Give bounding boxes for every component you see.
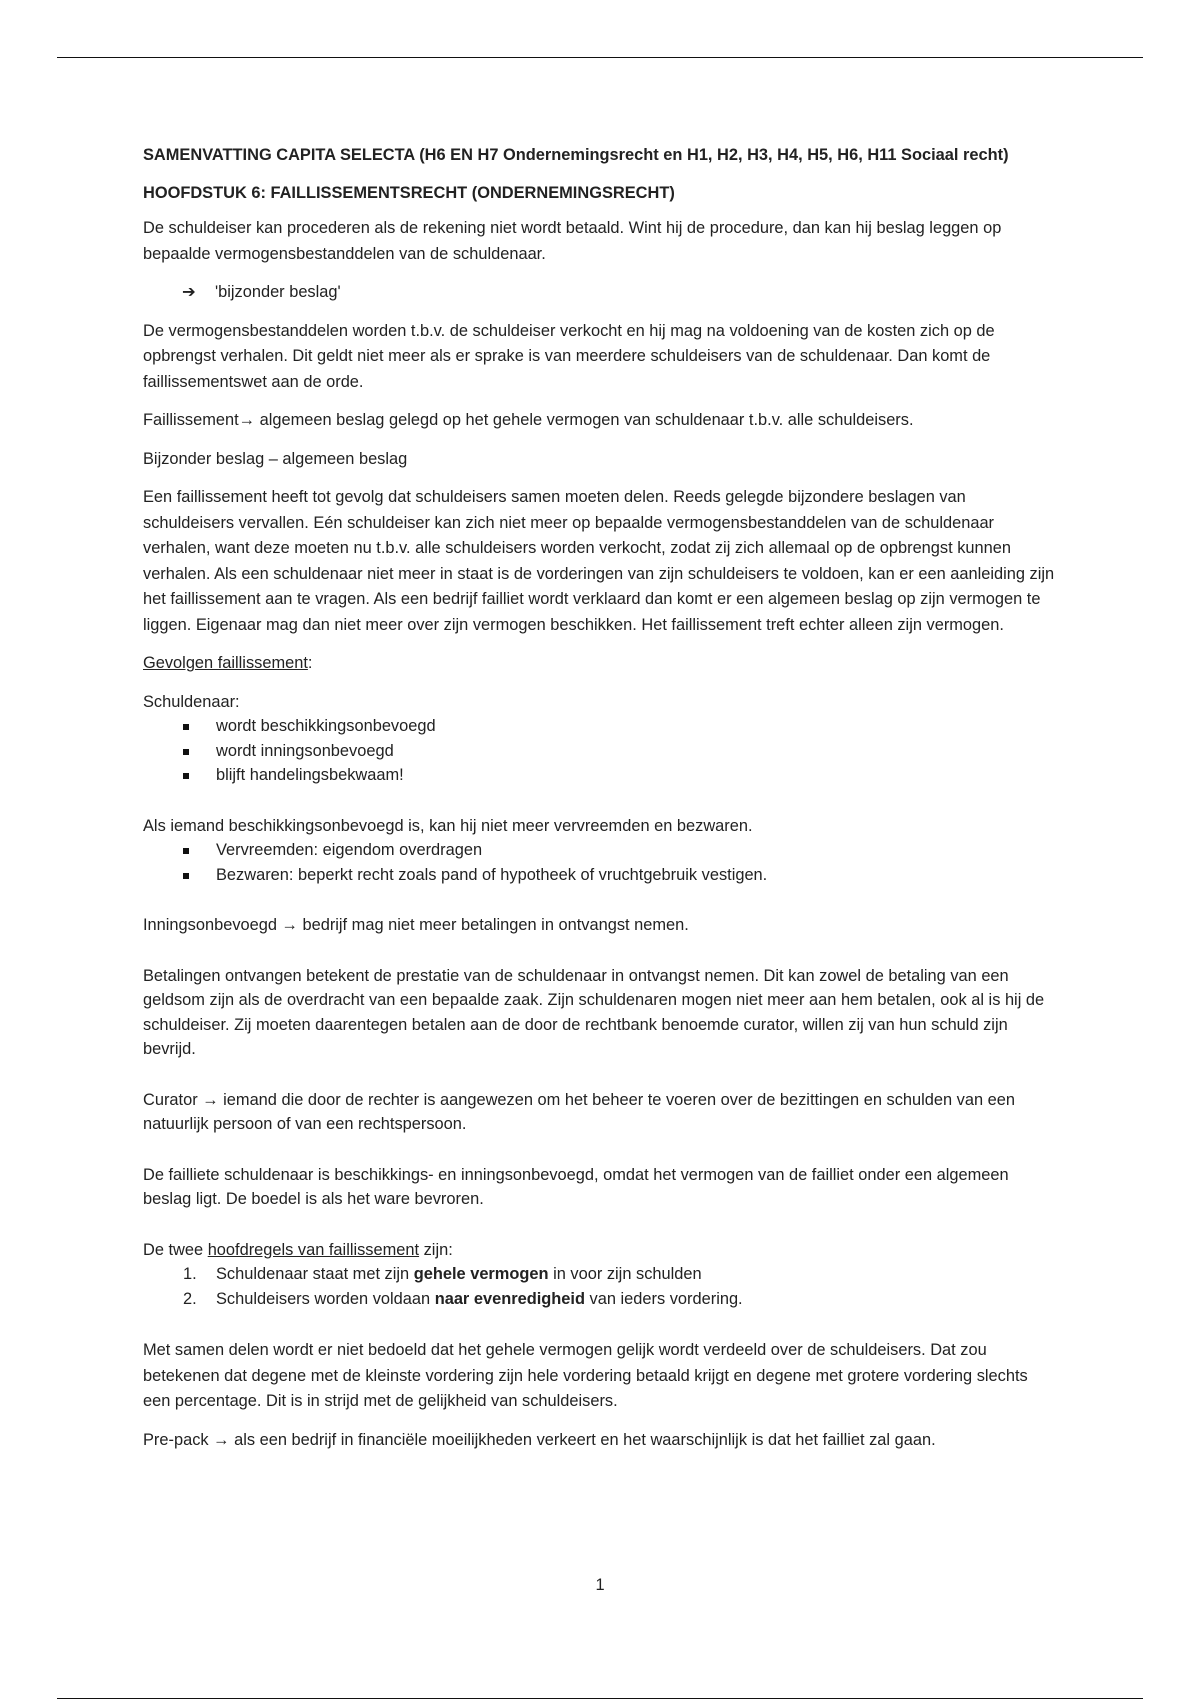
paragraph-4: Bijzonder beslag – algemeen beslag [143,449,408,468]
hoofdregels-intro [143,1238,1058,1263]
rule2-post: van ieders vordering. [585,1290,743,1308]
paragraph-12: Pre-pack → als een bedrijf in financiële moeilijkheden verkeert en het waarschijnlijk is dat het failliet zal gaan. [143,1430,936,1449]
hoofdregels-list [143,1262,1058,1312]
rule1-post: in voor zijn schulden [548,1265,702,1283]
paragraph-10: De failliete schuldenaar is beschikkings- en inningsonbevoegd, omdat het vermogen van de failliet onder een algemeen beslag ligt. De boedel is als het ware bevroren. [143,1165,1009,1208]
vervreemden-list [143,838,1058,887]
document-title: SAMENVATTING CAPITA SELECTA (H6 EN H7 Ondernemingsrecht en H1, H2, H3, H4, H5, H6, H11 Sociaal recht) [143,146,1009,164]
paragraph-1: De schuldeiser kan procederen als de rekening niet wordt betaald. Wint hij de procedure, dan kan hij beslag leggen op bepaalde vermogensbestanddelen van de schuldenaar. [143,219,1002,263]
schuldenaar-list [143,714,1058,788]
list-item [183,1262,1058,1287]
header-rule [57,57,1143,58]
arrow-item-text: 'bijzonder beslag' [215,283,341,301]
paragraph-2: De vermogensbestanddelen worden t.b.v. de schuldeiser verkocht en hij mag na voldoening van de kosten zich op de opbrengst verhalen. Dit geldt niet meer als er sprake is van meerdere schuldeisers van de schuldenaar. Dan komt de faillissementswet aan de orde. [143,321,995,391]
right-arrow-icon: ➔ [182,283,196,301]
hoofdregels-post: zijn: [419,1240,453,1259]
arrow-item [143,280,1058,306]
rule2-bold: naar evenredigheid [434,1290,585,1308]
rule1-pre: Schuldenaar staat met zijn [216,1265,414,1283]
list-item: wordt inningsonbevoegd [183,739,1058,764]
gevolgen-colon: : [307,654,313,672]
gevolgen-heading: Gevolgen faillissement [143,654,308,672]
page-number: 1 [595,1576,605,1594]
paragraph-5: Een faillissement heeft tot gevolg dat schuldeisers samen moeten delen. Reeds gelegde bijzondere beslagen van schuldeisers vervallen. Eén schuldeiser kan zich niet meer op bepaalde vermogensbestanddelen van de schuldenaar verhalen, want deze moeten nu t.b.v. alle schuldeisers worden verkocht, zodat zij zich allemaal op de opbrengst kunnen verhalen. Als een schuldenaar niet meer in staat is de vorderingen van zijn schuldeisers te voldoen, kan er een aanleiding zijn het faillissement aan te vragen. Als een bedrijf failliet wordt verklaard dan komt er een algemeen beslag op zijn vermogen te liggen. Eigenaar mag dan niet meer over zijn vermogen beschikken. Het faillissement treft echter alleen zijn vermogen. [143,488,1055,634]
rule1-bold: gehele vermogen [413,1265,549,1283]
list-item: wordt beschikkingsonbevoegd [183,714,1058,739]
paragraph-3: Faillissement→ algemeen beslag gelegd op het gehele vermogen van schuldenaar t.b.v. alle schuldeisers. [143,411,914,429]
paragraph-6: Als iemand beschikkingsonbevoegd is, kan hij niet meer vervreemden en bezwaren. [143,816,753,835]
paragraph-8: Betalingen ontvangen betekent de prestatie van de schuldenaar in ontvangst nemen. Dit kan zowel de betaling van een geldsom zijn als de overdracht van een bepaalde zaak. Zijn schuldenaren mogen niet meer aan hem betalen, ook al is hij de schuldeiser. Zij moeten daarentegen betalen aan de door de rechtbank benoemde curator, willen zij van hun schuld zijn bevrijd. [143,966,1045,1058]
list-item [183,1287,1058,1312]
list-number: 1. [183,1265,197,1283]
footer-rule [57,1698,1143,1699]
paragraph-9: Curator → iemand die door de rechter is aangewezen om het beheer te voeren over de bezittingen en schulden van een natuurlijk persoon of van een rechtspersoon. [143,1090,1015,1133]
chapter-heading: HOOFDSTUK 6: FAILLISSEMENTSRECHT (ONDERNEMINGSRECHT) [143,183,675,202]
hoofdregels-underlined: hoofdregels van faillissement [207,1240,420,1259]
rule2-pre: Schuldeisers worden voldaan [216,1290,435,1308]
list-number: 2. [183,1290,197,1308]
hoofdregels-pre: De twee [143,1240,208,1259]
schuldenaar-label: Schuldenaar: [143,692,240,711]
paragraph-7: Inningsonbevoegd → bedrijf mag niet meer betalingen in ontvangst nemen. [143,916,689,934]
list-item: Bezwaren: beperkt recht zoals pand of hypotheek of vruchtgebruik vestigen. [183,863,1058,888]
document-page [143,143,1058,1466]
list-item: Vervreemden: eigendom overdragen [183,838,1058,863]
gevolgen-heading-line [143,651,1058,677]
list-item: blijft handelingsbekwaam! [183,763,1058,788]
paragraph-11: Met samen delen wordt er niet bedoeld dat het gehele vermogen gelijk wordt verdeeld over de schuldeisers. Dat zou betekenen dat degene met de kleinste vordering zijn hele vordering betaald krijgt en degene met grotere vordering slechts een percentage. Dit is in strijd met de gelijkheid van schuldeisers. [143,1341,1028,1410]
